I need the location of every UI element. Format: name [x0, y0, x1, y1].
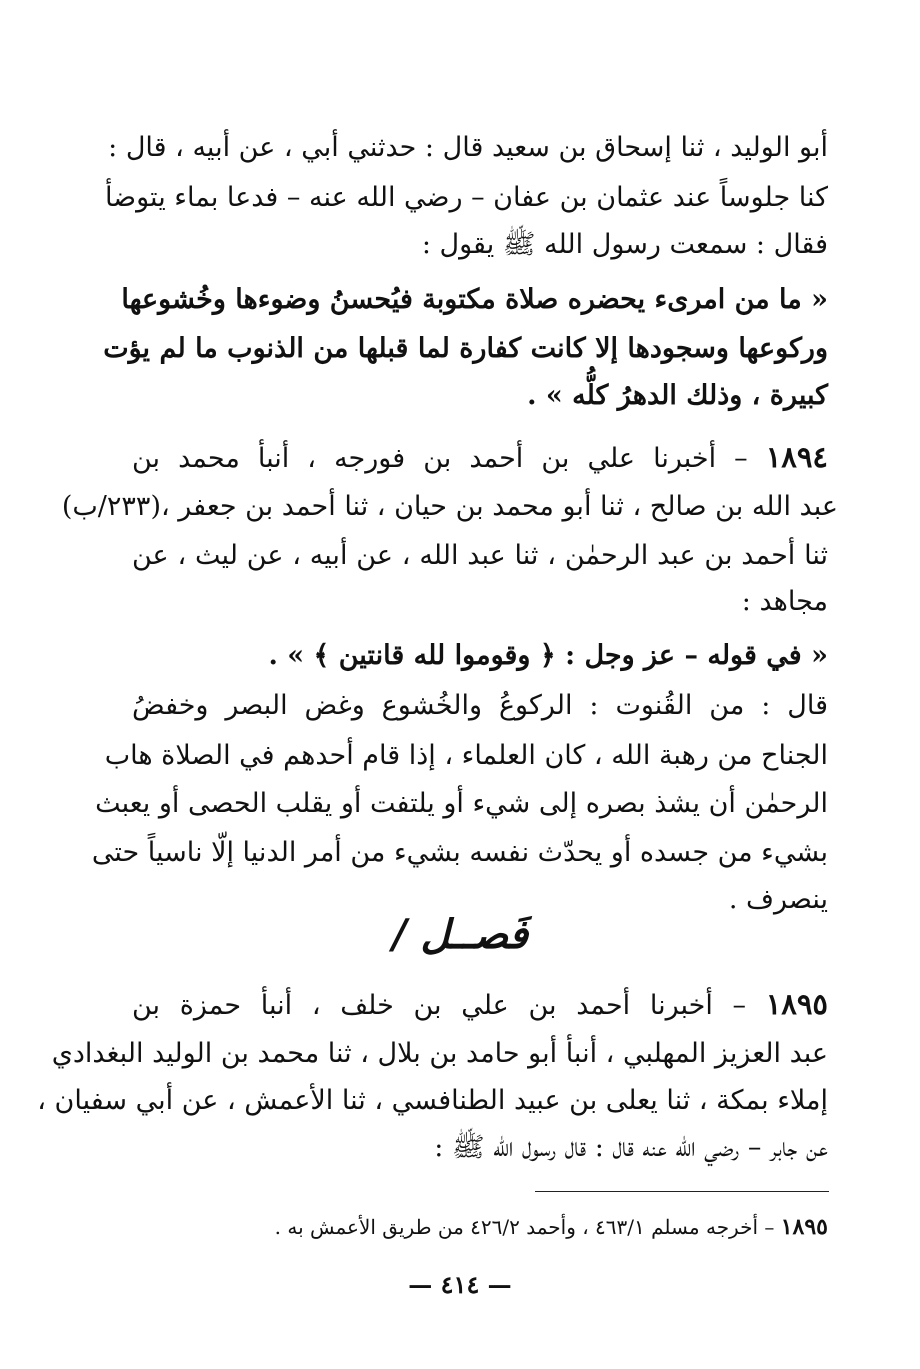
- footnote-number: ١٨٩٥: [780, 1214, 828, 1240]
- footnote-text: – أخرجه مسلم ٤٦٣/١ ، وأحمد ٤٢٦/٢ من طريق الأعمش به .: [274, 1215, 781, 1239]
- entry-number: ١٨٩٤: [765, 440, 828, 474]
- entry-1895-first-line: [132, 980, 828, 1030]
- quran-quote: « في قوله – عز وجل : ﴿ وقوموا لله قانتين ﴾ » .: [268, 640, 828, 671]
- commentary-line: ينصرف .: [728, 884, 828, 915]
- paragraph-line: فقال : سمعت رسول الله ﷺ يقول :: [421, 229, 828, 260]
- paragraph-line: أبو الوليد ، ثنا إسحاق بن سعيد قال : حدثني أبي ، عن أبيه ، قال :: [108, 132, 828, 163]
- commentary-line: الرحمٰن أن يشذ بصره إلى شيء أو يلتفت أو يقلب الحصى أو يعبث: [95, 788, 828, 819]
- entry-line: عبد الله بن صالح ، ثنا أبو محمد بن حيان ، ثنا أحمد بن جعفر ،(٢٣٣/ب): [61, 491, 838, 522]
- hadith-line: كبيرة ، وذلك الدهرُ كلُّه » .: [527, 380, 828, 411]
- section-heading: فَصــل /: [391, 911, 529, 958]
- entry-line: عن جابر – رضي الله عنه قال : قال رسول الله ﷺ :: [434, 1132, 828, 1163]
- commentary-line: بشيء من جسده أو يحدّث نفسه بشيء من أمر الدنيا إلّا ناسياً حتى: [91, 837, 828, 868]
- hadith-line: وركوعها وسجودها إلا كانت كفارة لما قبلها من الذنوب ما لم يؤت: [103, 333, 828, 364]
- paragraph-line: كنا جلوساً عند عثمان بن عفان – رضي الله عنه – فدعا بماء يتوضأ: [104, 182, 828, 213]
- entry-line: ثنا أحمد بن عبد الرحمٰن ، ثنا عبد الله ، عن أبيه ، عن ليث ، عن: [132, 540, 828, 571]
- footnote-divider: [535, 1191, 829, 1192]
- entry-line: عبد العزيز المهلبي ، أنبأ أبو حامد بن بلال ، ثنا محمد بن الوليد البغدادي: [51, 1038, 828, 1069]
- commentary-line: الجناح من رهبة الله ، كان العلماء ، إذا قام أحدهم في الصلاة هاب: [104, 740, 828, 771]
- commentary-line: قال : من القُنوت : الركوعُ والخُشوع وغض البصر وخفضُ: [132, 690, 828, 721]
- entry-text: – أخبرنا أحمد بن علي بن خلف ، أنبأ حمزة بن: [132, 990, 766, 1021]
- entry-1894-first-line: [132, 433, 828, 483]
- entry-number: ١٨٩٥: [765, 987, 828, 1021]
- footnote: [132, 1207, 828, 1247]
- entry-text: – أخبرنا علي بن أحمد بن فورجه ، أنبأ محمد بن: [132, 443, 766, 474]
- hadith-line: « ما من امرىء يحضره صلاة مكتوبة فيُحسنُ وضوءها وخُشوعها: [121, 284, 828, 315]
- page-number: — ٤١٤ —: [408, 1270, 512, 1299]
- entry-line: مجاهد :: [741, 586, 828, 617]
- entry-line: إملاء بمكة ، ثنا يعلى بن عبيد الطنافسي ، ثنا الأعمش ، عن أبي سفيان ،: [37, 1085, 828, 1116]
